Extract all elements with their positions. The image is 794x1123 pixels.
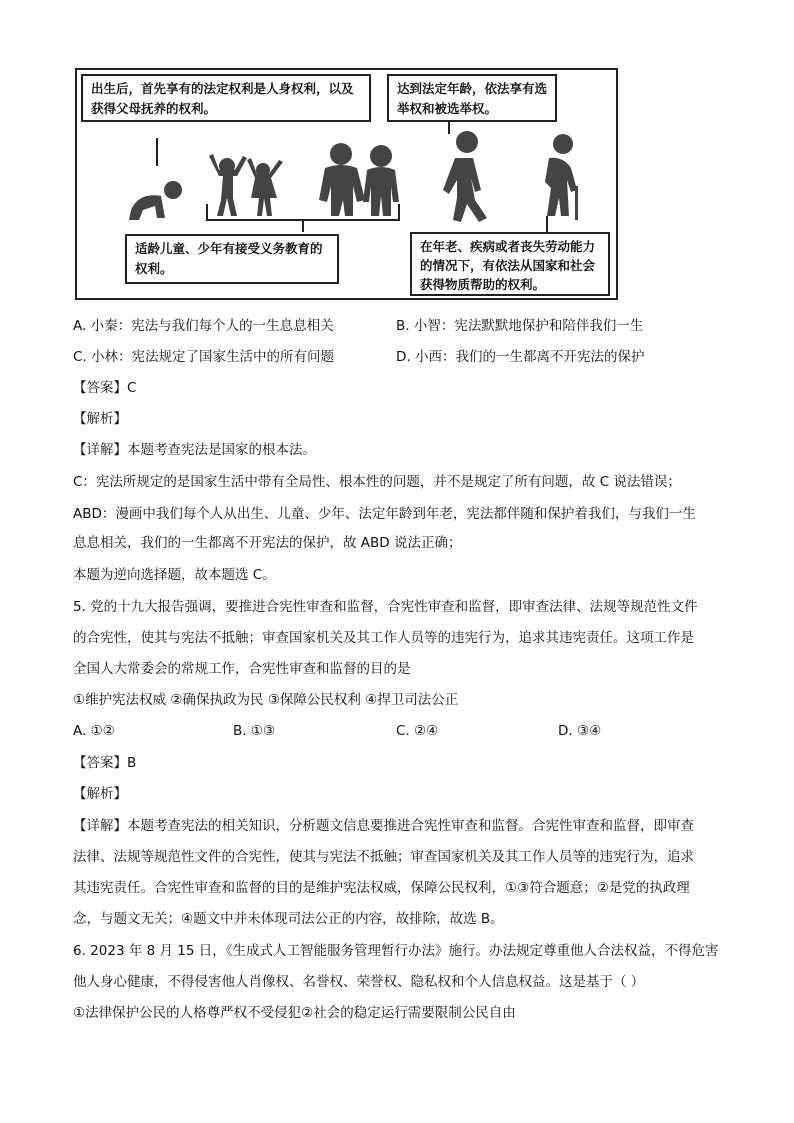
q4-option-c: C. 小林：宪法规定了国家生活中的所有问题 [73, 349, 335, 365]
q4-explanation-line: ABD：漫画中我们每个人从出生、儿童、少年、法定年龄到年老，宪法都伴随和保护着我们，与我们一生 [73, 506, 696, 522]
q5-statement-items: ①维护宪法权威 ②确保执政为民 ③保障公民权利 ④捍卫司法公正 [73, 692, 459, 708]
caption-voting-rights: 达到法定年龄，依法享有选举权和被选举权。 [387, 74, 557, 122]
q4-analysis-label: 【解析】 [73, 411, 127, 427]
adults-figures [319, 143, 399, 216]
q5-detail-line: 【详解】本题考查宪法的相关知识，分析题文信息要推进合宪性审查和监督。合宪性审查和监督，即审查 [73, 818, 694, 834]
q5-answer: 【答案】B [73, 755, 137, 771]
caption-education-rights: 适龄儿童、少年有接受义务教育的权利。 [125, 234, 339, 284]
q6-stem-line: 他人身心健康，不得侵害他人肖像权、名誉权、荣誉权、隐私权和个人信息权益。这是基于（ ） [73, 974, 645, 990]
q4-explanation-line: 息息相关，我们的一生都离不开宪法的保护，故 ABD 说法正确； [73, 535, 462, 551]
q4-answer: 【答案】C [73, 380, 137, 396]
children-figures [209, 154, 283, 216]
q5-analysis-label: 【解析】 [73, 786, 127, 802]
elderly-figure [545, 134, 578, 220]
q6-statement-items: ①法律保护公民的人格尊严权不受侵犯②社会的稳定运行需要限制公民自由 [73, 1005, 516, 1021]
adult-walking-figure [443, 131, 487, 222]
q5-stem-line: 的合宪性，使其与宪法不抵触；审查国家机关及其工作人员等的违宪行为，追求其违宪责任。这项工作是 [73, 630, 694, 646]
life-rights-illustration [75, 68, 618, 300]
caption-birth-rights: 出生后，首先享有的法定权利是人身权利，以及获得父母抚养的权利。 [81, 74, 371, 122]
q4-option-a: A. 小秦：宪法与我们每个人的一生息息相关 [73, 318, 334, 334]
q5-option-b: B. ①③ [233, 723, 276, 739]
caption-material-assistance-rights: 在年老、疾病或者丧失劳动能力的情况下，有依法从国家和社会获得物质帮助的权利。 [410, 232, 610, 296]
q4-option-d: D. 小西：我们的一生都离不开宪法的保护 [396, 349, 645, 365]
q5-option-c: C. ②④ [396, 723, 439, 739]
q5-stem-line: 5. 党的十九大报告强调，要推进合宪性审查和监督，合宪性审查和监督，即审查法律、法规等规范性文件 [73, 599, 698, 615]
q5-detail-line: 法律、法规等规范性文件的合宪性，使其与宪法不抵触；审查国家机关及其工作人员等的违宪行为，追求 [73, 849, 694, 865]
baby-figure [129, 181, 182, 220]
q4-explanation-line: C：宪法所规定的是国家生活中带有全局性、根本性的问题，并不是规定了所有问题，故 C 说法错误； [73, 474, 681, 490]
q5-detail-line: 念，与题文无关；④题文中并未体现司法公正的内容，故排除，故选 B。 [73, 911, 504, 927]
q6-stem-line: 6. 2023 年 8 月 15 日，《生成式人工智能服务管理暂行办法》施行。办法规定尊重他人合法权益，不得危害 [73, 943, 719, 959]
q5-option-d: D. ③④ [558, 723, 602, 739]
q5-detail-line: 其违宪责任。合宪性审查和监督的目的是维护宪法权威，保障公民权利，①③符合题意；②是党的执政理 [73, 880, 690, 896]
q4-option-b: B. 小智：宪法默默地保护和陪伴我们一生 [396, 318, 644, 334]
q4-explanation-line: 本题为逆向选择题，故本题选 C。 [73, 567, 276, 583]
q5-stem-line: 全国人大常委会的常规工作，合宪性审查和监督的目的是 [73, 661, 411, 677]
q4-detail: 【详解】本题考查宪法是国家的根本法。 [73, 442, 316, 458]
q5-option-a: A. ①② [73, 723, 115, 739]
